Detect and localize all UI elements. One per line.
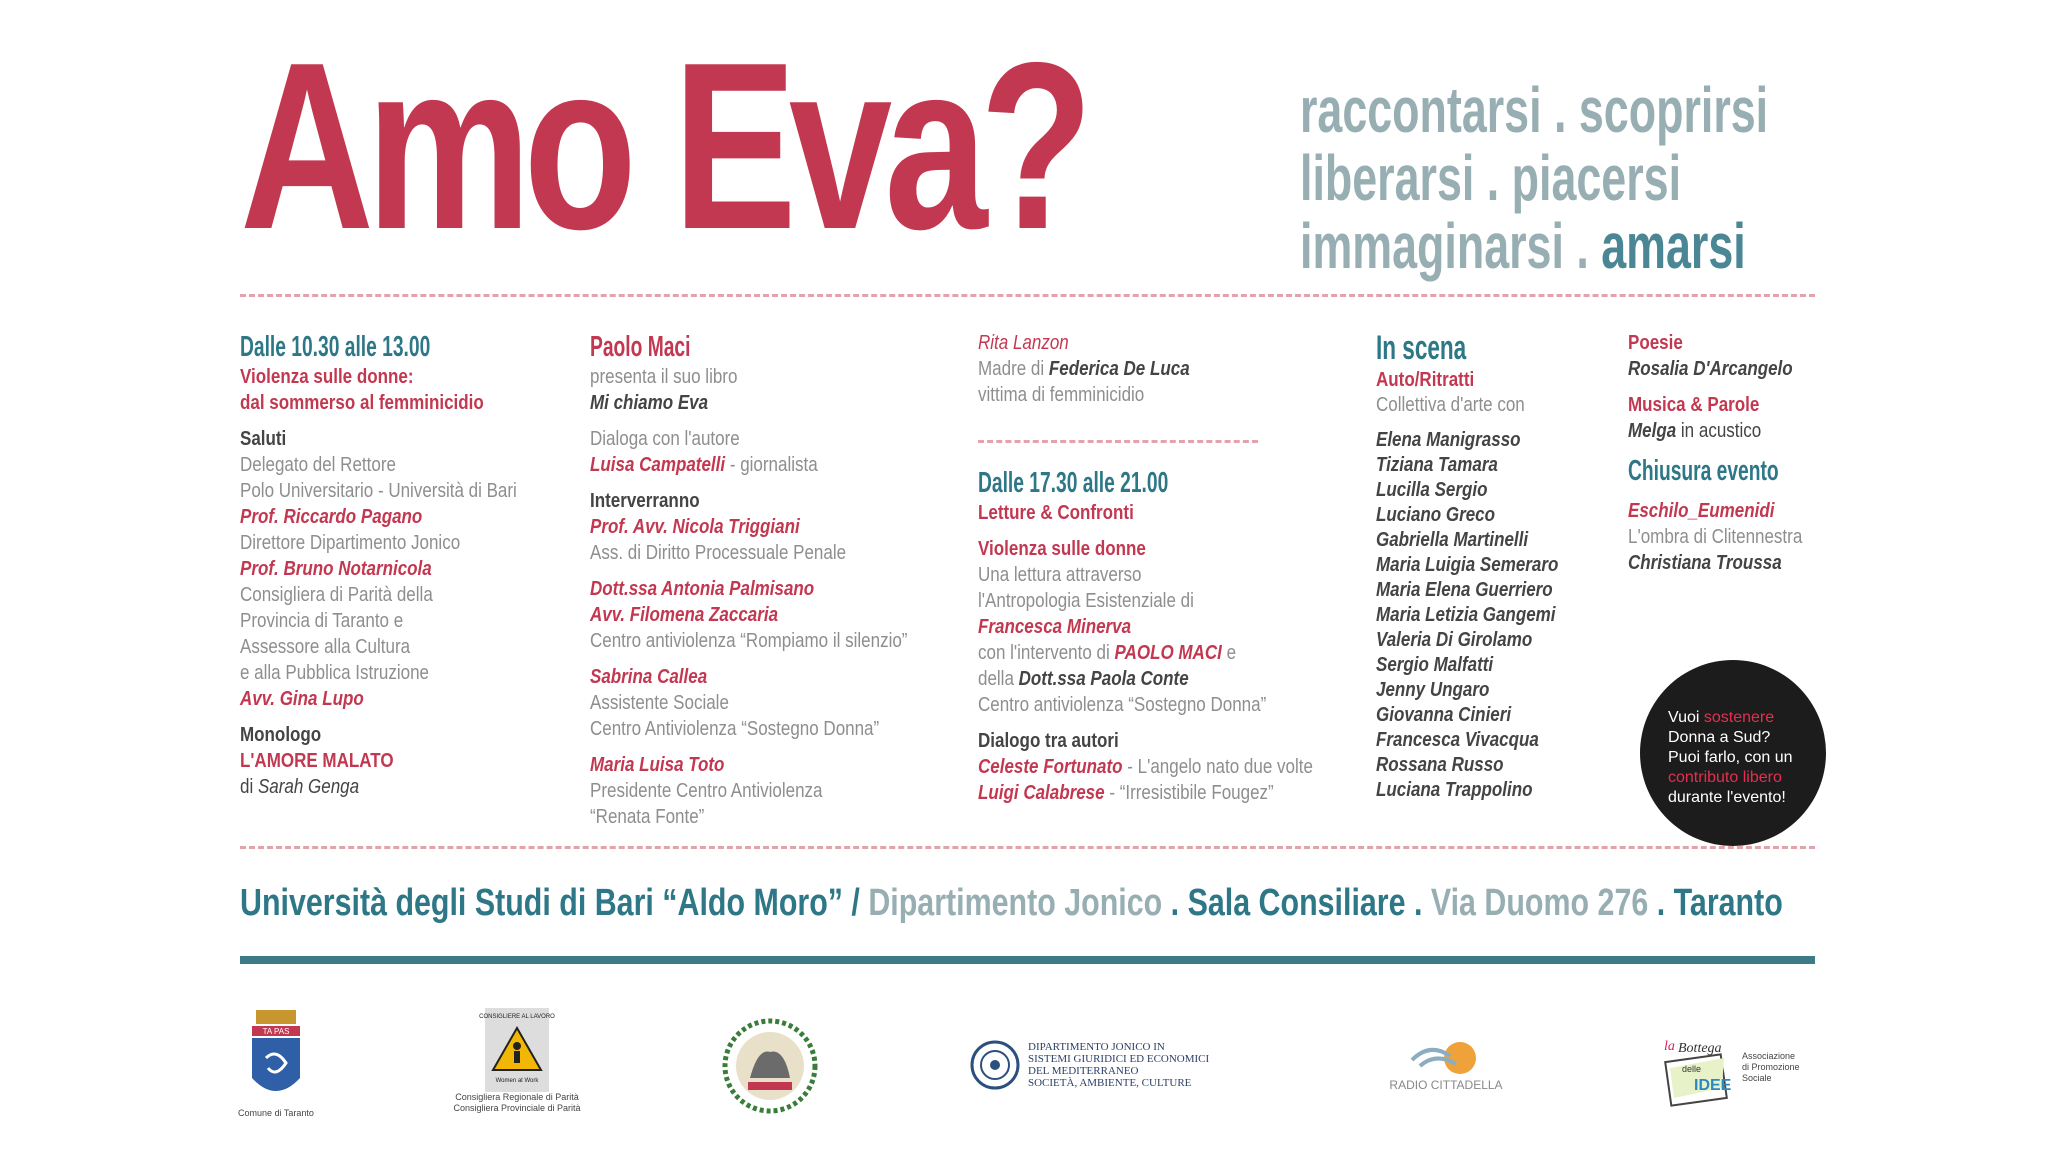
divider-bottom — [240, 846, 1815, 849]
artist-name: Luciana Trappolino — [1376, 779, 1533, 801]
venue-line — [240, 884, 1783, 922]
paolo-maci-caps: PAOLO MACI — [1114, 642, 1222, 664]
logo-dipartimento-jonico — [970, 1040, 1260, 1090]
desc-5: Provincia di Taranto e — [240, 610, 404, 632]
speaker-palmisano: Dott.ssa Antonia Palmisano — [590, 578, 815, 600]
consigliera-caption-2: Consigliera Provinciale di Parità — [453, 1103, 581, 1113]
afternoon-subtitle: Letture & Confronti — [978, 502, 1134, 524]
monologo-heading: Monologo — [240, 724, 322, 746]
monologo-title: L'AMORE MALATO — [240, 750, 394, 772]
campatelli-role: - giornalista — [725, 454, 818, 476]
artist-name: Giovanna Cinieri — [1376, 704, 1512, 726]
in-scena-heading: In scena — [1376, 329, 1467, 367]
divider-afternoon — [978, 440, 1258, 443]
artist-name: Gabriella Martinelli — [1376, 529, 1529, 551]
callea-role-2: Centro Antiviolenza “Sostegno Donna” — [590, 718, 880, 740]
speaker-darcangelo: Rosalia D'Arcangelo — [1628, 358, 1793, 380]
donation-badge — [1640, 660, 1826, 846]
speaker-conte: Dott.ssa Paola Conte — [1018, 668, 1189, 690]
svg-text:delle: delle — [1682, 1064, 1702, 1074]
column-in-scena — [1376, 328, 1591, 803]
artist-name: Luciano Greco — [1376, 504, 1496, 526]
della-text: della — [978, 668, 1019, 690]
speaker-lupo: Avv. Gina Lupo — [240, 688, 364, 710]
tagline-amarsi: amarsi — [1601, 210, 1746, 282]
circle-sostenere: sostenere — [1703, 709, 1775, 726]
speaker-minerva: Francesca Minerva — [978, 616, 1132, 638]
afternoon-text-2: l'Antropologia Esistenziale di — [978, 590, 1194, 612]
melga-role: in acustico — [1676, 420, 1762, 442]
speaker-notarnicola: Prof. Bruno Notarnicola — [240, 558, 432, 580]
event-title: Amo Eva? — [240, 14, 1086, 279]
venue-address: Via Duomo 276 — [1430, 882, 1649, 924]
artist-name: Elena Manigrasso — [1376, 429, 1521, 451]
clitennestra: L'ombra di Clitennestra — [1628, 526, 1803, 548]
speaker-melga: Melga — [1628, 420, 1677, 442]
artist-name: Tiziana Tamara — [1376, 454, 1498, 476]
auto-ritratti: Auto/Ritratti — [1376, 369, 1475, 391]
speaker-troussa: Christiana Troussa — [1628, 552, 1782, 574]
speaker-zaccaria: Avv. Filomena Zaccaria — [590, 604, 779, 626]
artist-name: Lucilla Sergio — [1376, 479, 1488, 501]
dialoga: Dialoga con l'autore — [590, 428, 740, 450]
tagline-line-2: liberarsi . piacersi — [1300, 142, 1682, 214]
circle-line-2: Donna a Sud? — [1668, 729, 1771, 746]
desc-7: e alla Pubblica Istruzione — [240, 662, 430, 684]
afternoon-topic: Violenza sulle donne — [978, 538, 1146, 560]
toto-role-1: Presidente Centro Antiviolenza — [590, 780, 823, 802]
zaccaria-role: Centro antiviolenza “Rompiamo il silenzio” — [590, 630, 908, 652]
svg-text:Bottega: Bottega — [1678, 1041, 1722, 1056]
afternoon-text-1: Una lettura attraverso — [978, 564, 1142, 586]
tagline-line-1: raccontarsi . scoprirsi — [1300, 74, 1769, 146]
circle-line-5: durante l'evento! — [1668, 789, 1786, 806]
dipartimento-line-3: DEL MEDITERRANEO — [1028, 1065, 1139, 1077]
radio-waves-icon — [1406, 1036, 1486, 1080]
svg-text:CONSIGLIERE AL LAVORO: CONSIGLIERE AL LAVORO — [479, 1014, 555, 1020]
paolo-maci: Paolo Maci — [590, 331, 691, 363]
circle-vuoi: Vuoi — [1668, 709, 1704, 726]
intervento-text: con l'intervento di — [978, 642, 1115, 664]
speaker-lanzon: Rita Lanzon — [978, 332, 1069, 354]
desc-6: Assessore alla Cultura — [240, 636, 411, 658]
radio-caption: RADIO CITTADELLA — [1389, 1078, 1503, 1092]
divider-top — [240, 294, 1815, 297]
monologo-di: di — [240, 776, 258, 798]
e-text: e — [1221, 642, 1237, 664]
assoc-line-2: di Promozione Sociale — [1742, 1061, 1800, 1083]
speaker-calabrese: Luigi Calabrese — [978, 782, 1105, 804]
artist-name: Valeria Di Girolamo — [1376, 629, 1533, 651]
tagline-immaginarsi: immaginarsi . — [1300, 210, 1602, 282]
consigliera-caption-1: Consigliera Regionale di Parità — [455, 1092, 579, 1102]
column-afternoon-program — [978, 466, 1372, 806]
speaker-triggiani: Prof. Avv. Nicola Triggiani — [590, 516, 800, 538]
book-title: Mi chiamo Eva — [590, 392, 709, 414]
speaker-fortunato: Celeste Fortunato — [978, 756, 1123, 778]
artist-name: Maria Luigia Semeraro — [1376, 554, 1559, 576]
speaker-campatelli: Luisa Campatelli — [590, 454, 726, 476]
venue-sala: . Sala Consiliare . — [1162, 882, 1431, 924]
conte-role: Centro antiviolenza “Sostegno Donna” — [978, 694, 1267, 716]
speaker-pagano: Prof. Riccardo Pagano — [240, 506, 423, 528]
speaker-toto: Maria Luisa Toto — [590, 754, 725, 776]
calabrese-book: - “Irresistibile Fougez” — [1104, 782, 1274, 804]
artist-name: Rossana Russo — [1376, 754, 1504, 776]
collettiva: Collettiva d'arte con — [1376, 394, 1525, 416]
logo-consigliera — [452, 1008, 582, 1114]
bottega-idee-icon — [1660, 1028, 1736, 1106]
taranto-caption: Comune di Taranto — [238, 1108, 314, 1118]
logo-comune-taranto — [226, 1008, 326, 1119]
afternoon-time: Dalle 17.30 alle 21.00 — [978, 467, 1169, 499]
wreath-seal-icon — [722, 1018, 818, 1114]
eschilo: Eschilo_Eumenidi — [1628, 500, 1775, 522]
artist-name: Jenny Ungaro — [1376, 679, 1490, 701]
artist-name: Francesca Vivacqua — [1376, 729, 1539, 751]
dipartimento-line-4: SOCIETÀ, AMBIENTE, CULTURE — [1028, 1077, 1192, 1089]
vittima: vittima di femminicidio — [978, 384, 1145, 406]
madre-di: Madre di — [978, 358, 1049, 380]
svg-text:TA PAS: TA PAS — [262, 1027, 290, 1036]
fortunato-book: - L'angelo nato due volte — [1122, 756, 1313, 778]
desc-1: Delegato del Rettore — [240, 454, 396, 476]
artist-name: Maria Letizia Gangemi — [1376, 604, 1556, 626]
speaker-callea: Sabrina Callea — [590, 666, 708, 688]
dialogo-heading: Dialogo tra autori — [978, 730, 1119, 752]
women-at-work-icon — [479, 1008, 555, 1092]
svg-text:la: la — [1664, 1039, 1675, 1054]
callea-role-1: Assistente Sociale — [590, 692, 729, 714]
venue-department: Dipartimento Jonico — [868, 882, 1163, 924]
assoc-line-1: Associazione — [1742, 1050, 1796, 1061]
column-afternoon — [978, 330, 1227, 408]
logo-radio-cittadella — [1386, 1036, 1506, 1091]
dipartimento-line-2: SISTEMI GIURIDICI ED ECONOMICI — [1028, 1053, 1210, 1065]
poesie-heading: Poesie — [1628, 332, 1683, 354]
logo-round-association — [722, 1018, 818, 1119]
desc-3: Direttore Dipartimento Jonico — [240, 532, 461, 554]
footer-bar — [240, 956, 1815, 964]
tagline-line-3 — [1300, 210, 1746, 282]
column-morning — [240, 330, 566, 800]
university-seal-icon — [970, 1040, 1020, 1090]
morning-time: Dalle 10.30 alle 13.00 — [240, 331, 431, 363]
desc-4: Consigliera di Parità della — [240, 584, 433, 606]
venue-city: . Taranto — [1648, 882, 1783, 924]
desc-2: Polo Universitario - Università di Bari — [240, 480, 517, 502]
monologo-author: Sarah Genga — [257, 776, 360, 798]
interverranno-heading: Interverranno — [590, 490, 700, 512]
svg-text:IDEE: IDEE — [1694, 1077, 1732, 1094]
venue-university: Università degli Studi di Bari “Aldo Moro” / — [240, 882, 869, 924]
logo-bottega-idee — [1660, 1028, 1830, 1106]
svg-text:Women at Work: Women at Work — [495, 1078, 539, 1084]
chiusura-heading: Chiusura evento — [1628, 455, 1779, 487]
artist-name: Maria Elena Guerriero — [1376, 579, 1553, 601]
artist-name: Sergio Malfatti — [1376, 654, 1494, 676]
morning-topic-2: dal sommerso al femminicidio — [240, 392, 484, 414]
saluti-heading: Saluti — [240, 428, 287, 450]
column-book — [590, 330, 964, 830]
musica-heading: Musica & Parole — [1628, 394, 1760, 416]
taranto-crest-icon — [246, 1008, 306, 1108]
column-closing — [1628, 330, 1855, 576]
circle-line-3: Puoi farlo, con un — [1668, 749, 1793, 766]
toto-role-2: “Renata Fonte” — [590, 806, 705, 828]
morning-topic-1: Violenza sulle donne: — [240, 366, 414, 388]
dipartimento-line-1: DIPARTIMENTO JONICO IN — [1028, 1041, 1165, 1053]
artist-list — [1376, 428, 1558, 803]
triggiani-role: Ass. di Diritto Processuale Penale — [590, 542, 847, 564]
federica-de-luca: Federica De Luca — [1048, 358, 1190, 380]
circle-line-4: contributo libero — [1668, 769, 1782, 786]
book-presents: presenta il suo libro — [590, 366, 738, 388]
